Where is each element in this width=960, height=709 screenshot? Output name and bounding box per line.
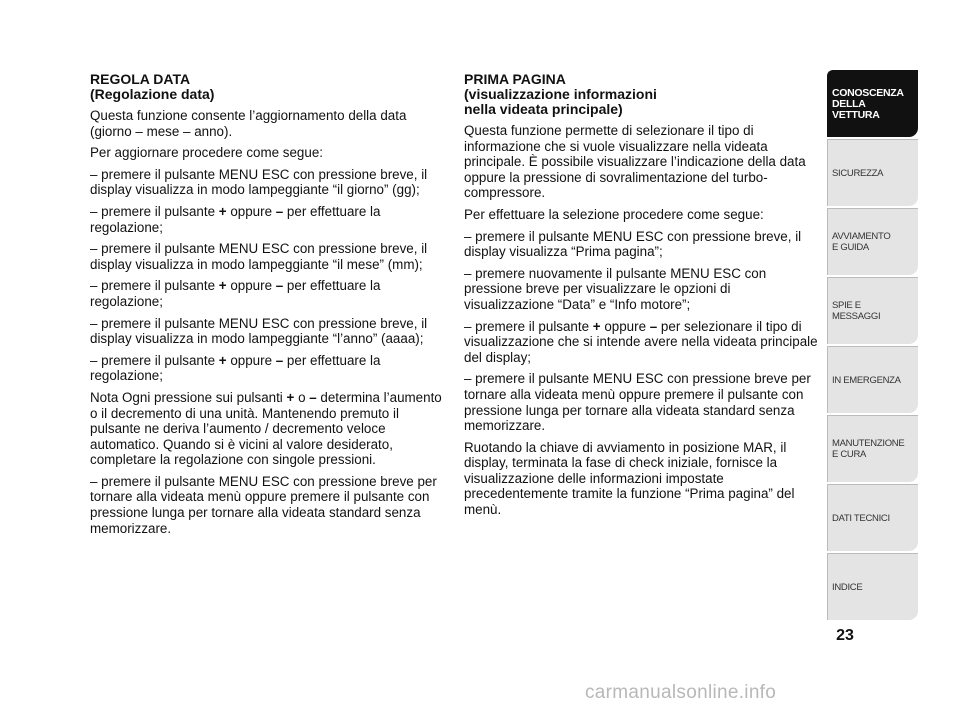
note-paragraph: Nota Ogni pressione sui pulsanti + o – determina l’aumento o il decremento di una unità. Mantenendo premuto il pulsante ne deriva l’aumento / decremento veloce automatico. Quando si è vicini al valore desiderato, completare la regolazione con singole pressioni. xyxy=(90,389,442,468)
step-item: – premere il pulsante MENU ESC con pressione breve per tornare alla videata menù oppure premere il pulsante con pressione lunga per tornare alla videata standard senza memorizzare. xyxy=(464,371,811,434)
tab-manutenzione-e-cura[interactable]: MANUTENZIONE E CURA xyxy=(827,415,918,482)
right-column xyxy=(464,72,819,524)
paragraph: Ruotando la chiave di avviamento in posizione MAR, il display, terminata la fase di check iniziale, fornisce la visualizzazione delle informazioni impostate precedentemente tramite la funzione “Prima pagina” del menù. xyxy=(464,439,795,518)
tab-conoscenza-della-vettura[interactable]: CONOSCENZA DELLA VETTURA xyxy=(827,70,918,137)
tab-spie-e-messaggi[interactable]: SPIE E MESSAGGI xyxy=(827,277,918,344)
step-item: – premere il pulsante MENU ESC con pressione breve, il display visualizza in modo lampeggiante “l’anno” (aaaa); xyxy=(90,315,428,347)
left-column xyxy=(90,72,445,542)
step-item: – premere il pulsante MENU ESC con pressione breve, il display visualizza “Prima pagina”; xyxy=(464,228,802,260)
paragraph: Per aggiornare procedere come segue: xyxy=(90,145,323,161)
step-item: – premere il pulsante + oppure – per effettuare la regolazione; xyxy=(90,203,381,235)
step-item: – premere nuovamente il pulsante MENU ESC con pressione breve per visualizzare le opzioni di visualizzazione “Data” e “Info motore”; xyxy=(464,265,767,312)
tab-indice[interactable]: INDICE xyxy=(827,553,918,620)
paragraph: Questa funzione permette di selezionare il tipo di informazione che si vuole visualizzare nella videata principale. È possibile visualizzare l’indicazione della data oppure la pressione di sovralimentazione del turbo-compressore. xyxy=(464,123,806,201)
chapter-tabs xyxy=(827,70,918,622)
step-item: – premere il pulsante + oppure – per effettuare la regolazione; xyxy=(90,278,381,309)
tab-avviamento-e-guida[interactable]: AVVIAMENTO E GUIDA xyxy=(827,208,918,275)
tab-dati-tecnici[interactable]: DATI TECNICI xyxy=(827,484,918,551)
step-item: – premere il pulsante MENU ESC con pressione breve, il display visualizza in modo lampeggiante “il mese” (mm); xyxy=(90,241,428,272)
tab-sicurezza[interactable]: SICUREZZA xyxy=(827,139,918,206)
section-title-prima-pagina: PRIMA PAGINA (visualizzazione informazioni nella videata principale) xyxy=(464,71,657,117)
step-item: – premere il pulsante + oppure – per selezionare il tipo di visualizzazione che si intende avere nella videata principale del display; xyxy=(464,318,818,365)
step-item: – premere il pulsante MENU ESC con pressione breve, il display visualizza in modo lampeggiante “il giorno” (gg); xyxy=(90,166,428,198)
section-title-regola-data: REGOLA DATA (Regolazione data) xyxy=(90,71,215,102)
tab-in-emergenza[interactable]: IN EMERGENZA xyxy=(827,346,918,413)
watermark: carmanualsonline.info xyxy=(585,682,777,703)
step-item: – premere il pulsante + oppure – per effettuare la regolazione; xyxy=(90,352,381,384)
page-number: 23 xyxy=(836,627,854,644)
paragraph: Questa funzione consente l’aggiornamento della data (giorno – mese – anno). xyxy=(90,108,407,139)
paragraph: Per effettuare la selezione procedere come segue: xyxy=(464,206,764,222)
step-item: – premere il pulsante MENU ESC con pressione breve per tornare alla videata menù oppure premere il pulsante con pressione lunga per tornare alla videata standard senza memorizzare. xyxy=(90,473,437,536)
